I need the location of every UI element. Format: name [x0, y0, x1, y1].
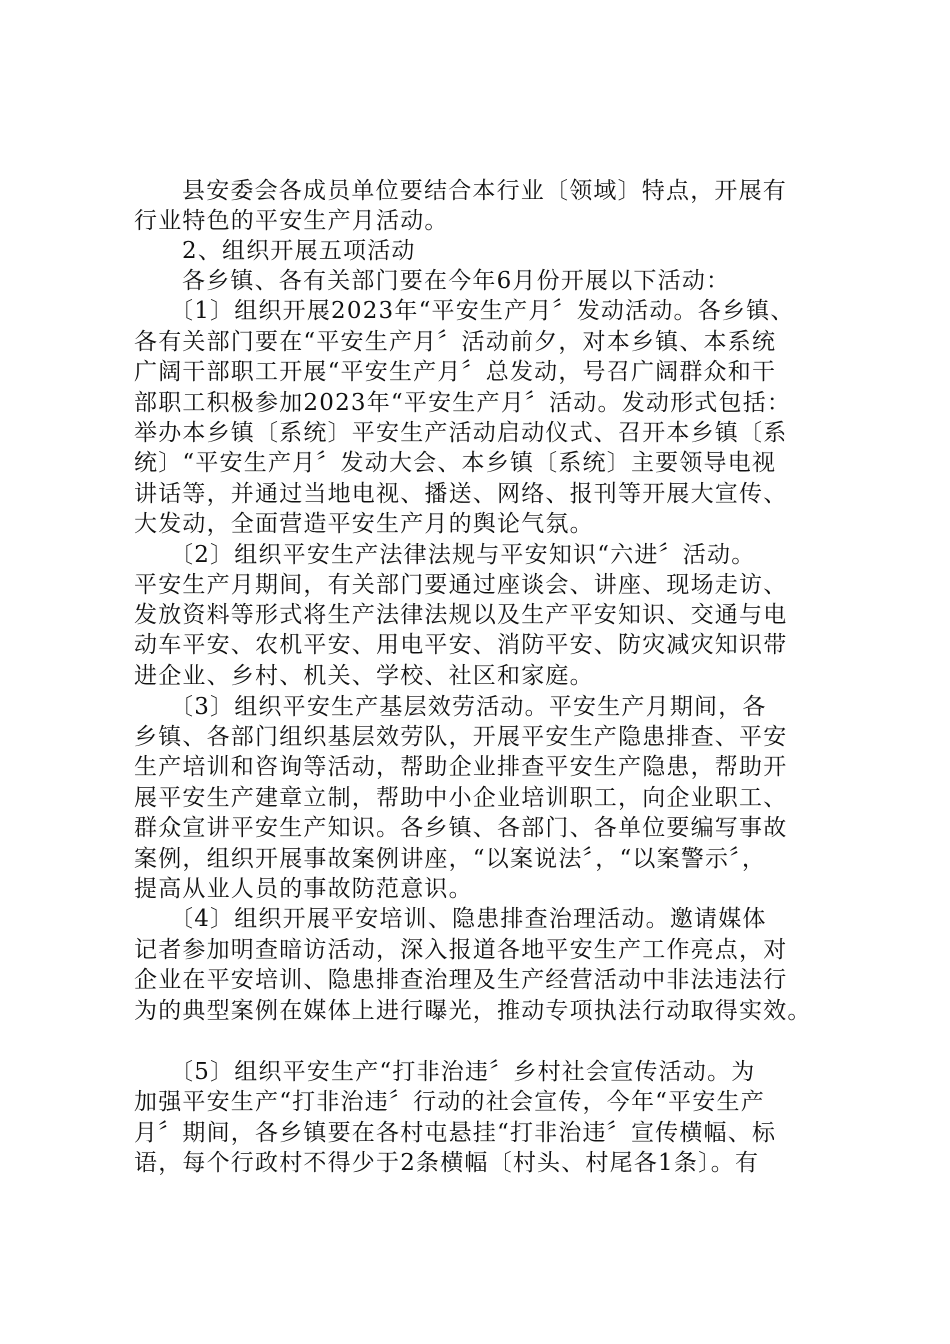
paragraph-line: 统〕“平安生产月〞发动大会、本乡镇〔系统〕主要领导电视	[134, 450, 777, 476]
paragraph-line: 行业特色的平安生产月活动。	[134, 208, 449, 234]
paragraph-line: 加强平安生产“打非治违〞行动的社会宣传，今年“平安生产	[134, 1089, 765, 1115]
paragraph-line: 县安委会各成员单位要结合本行业〔领域〕特点，开展有	[182, 178, 787, 204]
paragraph-line: 群众宣讲平安生产知识。各乡镇、各部门、各单位要编写事故	[134, 815, 788, 841]
paragraph-line: 进企业、乡村、机关、学校、社区和家庭。	[134, 663, 594, 689]
paragraph-line: 广阔干部职工开展“平安生产月〞总发动，号召广阔群众和干	[134, 359, 777, 385]
paragraph-line: 语，每个行政村不得少于2条横幅〔村头、村尾各1条〕。有	[134, 1150, 760, 1176]
paragraph-line: 展平安生产建章立制，帮助中小企业培训职工，向企业职工、	[134, 785, 788, 811]
paragraph-line: 举办本乡镇〔系统〕平安生产活动启动仪式、召开本乡镇〔系	[134, 420, 788, 446]
paragraph-line: 〔1〕组织开展2023年“平安生产月〞发动活动。各乡镇、	[170, 298, 795, 324]
paragraph-line: 记者参加明查暗访活动，深入报道各地平安生产工作亮点，对	[134, 937, 788, 963]
paragraph-line: 平安生产月期间，有关部门要通过座谈会、讲座、现场走访、	[134, 572, 788, 598]
paragraph-line: 〔3〕组织平安生产基层效劳活动。平安生产月期间，各	[170, 694, 767, 720]
paragraph-line: 案例，组织开展事故案例讲座，“以案说法〞，“以案警示〞，	[134, 846, 767, 872]
paragraph-line: 提高从业人员的事故防范意识。	[134, 876, 473, 902]
paragraph-line: 各乡镇、各有关部门要在今年6月份开展以下活动：	[182, 268, 731, 294]
paragraph-line: 〔4〕组织开展平安培训、隐患排查治理活动。邀请媒体	[170, 906, 767, 932]
paragraph-line: 月〞期间，各乡镇要在各村屯悬挂“打非治违〞宣传横幅、标	[134, 1120, 777, 1146]
paragraph-line: 各有关部门要在“平安生产月〞活动前夕，对本乡镇、本系统	[134, 329, 777, 355]
paragraph-line: 乡镇、各部门组织基层效劳队，开展平安生产隐患排查、平安	[134, 724, 788, 750]
paragraph-line: 为的典型案例在媒体上进行曝光，推动专项执法行动取得实效。	[134, 998, 812, 1024]
paragraph-line: 动车平安、农机平安、用电平安、消防平安、防灾减灾知识带	[134, 632, 788, 658]
paragraph-line: 生产培训和咨询等活动，帮助企业排查平安生产隐患，帮助开	[134, 754, 788, 780]
paragraph-line: 部职工积极参加2023年“平安生产月〞活动。发动形式包括：	[134, 390, 792, 416]
paragraph-line: 〔5〕组织平安生产“打非治违〞乡村社会宣传活动。为	[170, 1059, 756, 1085]
paragraph-line: 企业在平安培训、隐患排查治理及生产经营活动中非法违法行	[134, 967, 788, 993]
section-heading: 2、组织开展五项活动	[182, 238, 416, 264]
paragraph-line: 大发动，全面营造平安生产月的舆论气氛。	[134, 511, 594, 537]
paragraph-line: 发放资料等形式将生产法律法规以及生产平安知识、交通与电	[134, 602, 788, 628]
paragraph-line: 讲话等，并通过当地电视、播送、网络、报刊等开展大宣传、	[134, 481, 788, 507]
paragraph-line: 〔2〕组织平安生产法律法规与平安知识“六进〞活动。	[170, 542, 756, 568]
